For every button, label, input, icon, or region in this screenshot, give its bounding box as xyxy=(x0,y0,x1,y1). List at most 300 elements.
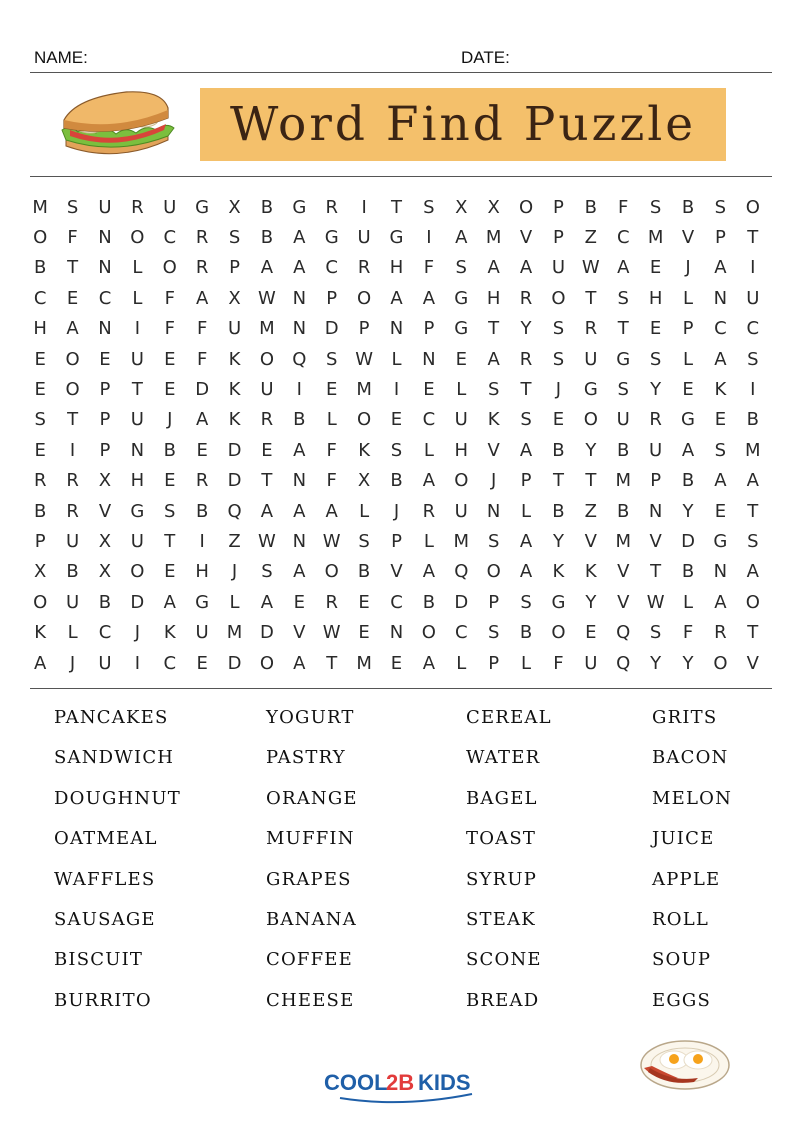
grid-letter: C xyxy=(33,287,47,309)
grid-letter: W xyxy=(322,530,341,552)
grid-letter: S xyxy=(747,530,759,552)
grid-letter: O xyxy=(357,409,372,431)
grid-letter: I xyxy=(361,196,367,218)
word-item: GRAPES xyxy=(266,868,352,890)
cool2bkids-logo xyxy=(322,1064,486,1106)
grid-letter: S xyxy=(747,348,759,370)
grid-letter: B xyxy=(357,561,371,583)
grid-letter: T xyxy=(67,257,79,279)
grid-row xyxy=(24,648,786,678)
grid-letter: E xyxy=(261,439,273,461)
grid-letter: G xyxy=(389,227,404,249)
grid-letter: L xyxy=(67,622,78,644)
grid-letter: G xyxy=(292,196,307,218)
grid-letter: R xyxy=(584,318,598,340)
word-column xyxy=(266,704,358,1027)
grid-letter: K xyxy=(228,348,241,370)
grid-letter: E xyxy=(196,652,208,674)
grid-letter: V xyxy=(519,227,533,249)
letter-grid xyxy=(24,192,786,678)
grid-letter: W xyxy=(258,287,276,309)
grid-letter: G xyxy=(583,379,598,401)
svg-text:KIDS: KIDS xyxy=(418,1070,471,1095)
grid-letter: E xyxy=(358,622,370,644)
grid-letter: O xyxy=(130,227,145,249)
grid-letter: E xyxy=(390,409,403,431)
grid-letter: U xyxy=(616,409,630,431)
grid-letter: M xyxy=(485,227,502,249)
grid-letter: A xyxy=(681,439,695,461)
grid-letter: P xyxy=(34,530,46,552)
grid-letter: L xyxy=(359,500,370,522)
grid-letter: R xyxy=(357,257,371,279)
grid-letter: S xyxy=(66,196,79,218)
grid-letter: C xyxy=(163,227,177,249)
grid-letter: U xyxy=(65,591,80,613)
grid-letter: U xyxy=(227,318,242,340)
grid-letter: T xyxy=(585,287,597,309)
word-item: ORANGE xyxy=(266,787,358,809)
word-item: BANANA xyxy=(266,908,357,930)
grid-letter: B xyxy=(34,500,47,522)
word-item: JUICE xyxy=(652,828,715,850)
grid-letter: V xyxy=(98,500,112,522)
grid-letter: O xyxy=(486,561,501,583)
name-label: NAME: xyxy=(34,48,88,67)
grid-letter: A xyxy=(714,348,727,370)
grid-letter: R xyxy=(325,591,338,613)
grid-letter: E xyxy=(455,348,467,370)
grid-letter: J xyxy=(231,561,238,583)
grid-letter: A xyxy=(519,530,533,552)
grid-letter: T xyxy=(326,652,338,674)
grid-letter: S xyxy=(487,622,500,644)
word-item: ROLL xyxy=(652,908,710,930)
fried-egg-plate-illustration xyxy=(638,1038,732,1092)
grid-letter: N xyxy=(98,227,112,249)
grid-letter: C xyxy=(390,591,403,613)
grid-letter: I xyxy=(69,439,76,461)
grid-letter: A xyxy=(260,500,274,522)
grid-letter: O xyxy=(130,561,145,583)
grid-letter: T xyxy=(261,470,273,492)
grid-letter: E xyxy=(196,439,208,461)
grid-letter: X xyxy=(98,530,112,552)
header-divider xyxy=(30,72,772,73)
grid-row xyxy=(24,344,786,374)
word-item: BACON xyxy=(652,747,729,769)
grid-letter: I xyxy=(393,379,400,401)
grid-letter: M xyxy=(615,530,631,552)
grid-letter: O xyxy=(454,470,469,492)
word-item: GRITS xyxy=(652,707,718,728)
grid-letter: Q xyxy=(227,500,242,522)
grid-letter: S xyxy=(358,530,370,552)
word-item: WATER xyxy=(466,747,541,769)
grid-letter: C xyxy=(454,622,468,644)
grid-letter: J xyxy=(134,622,141,644)
grid-letter: G xyxy=(195,591,210,613)
grid-letter: L xyxy=(423,530,434,552)
grid-letter: M xyxy=(32,196,48,218)
grid-letter: P xyxy=(714,227,726,249)
grid-letter: S xyxy=(617,287,629,309)
grid-letter: E xyxy=(390,652,403,674)
grid-letter: X xyxy=(98,470,112,492)
grid-letter: D xyxy=(454,591,469,613)
grid-letter: A xyxy=(195,409,209,431)
sandwich-illustration xyxy=(56,86,178,166)
grid-letter: U xyxy=(551,257,566,279)
word-item: BISCUIT xyxy=(54,949,144,971)
grid-letter: D xyxy=(227,439,242,461)
grid-letter: G xyxy=(130,500,145,522)
grid-letter: A xyxy=(422,652,436,674)
grid-letter: C xyxy=(422,409,436,431)
grid-letter: S xyxy=(390,439,403,461)
grid-letter: A xyxy=(260,257,274,279)
grid-letter: M xyxy=(259,318,275,340)
grid-letter: A xyxy=(195,287,209,309)
word-item: SANDWICH xyxy=(54,747,175,769)
grid-letter: L xyxy=(682,348,694,370)
grid-letter: C xyxy=(746,318,760,340)
grid-letter: R xyxy=(649,409,662,431)
grid-row xyxy=(24,617,786,647)
word-item: CEREAL xyxy=(466,707,552,728)
grid-letter: A xyxy=(519,561,533,583)
grid-letter: M xyxy=(615,470,631,492)
grid-letter: S xyxy=(487,379,500,401)
grid-letter: D xyxy=(324,318,339,340)
grid-letter: B xyxy=(195,500,209,522)
grid-row xyxy=(24,283,786,313)
word-item: SOUP xyxy=(652,949,712,971)
grid-letter: L xyxy=(229,591,240,613)
grid-row xyxy=(24,222,786,252)
grid-letter: A xyxy=(293,652,306,674)
grid-letter: R xyxy=(519,348,533,370)
grid-letter: F xyxy=(326,439,337,461)
grid-letter: E xyxy=(714,409,727,431)
grid-letter: Y xyxy=(682,500,694,522)
grid-letter: O xyxy=(259,652,275,674)
grid-letter: M xyxy=(453,530,470,552)
grid-letter: C xyxy=(98,287,112,309)
word-item: BURRITO xyxy=(54,989,152,1011)
grid-letter: N xyxy=(292,530,307,552)
grid-letter: V xyxy=(584,530,597,552)
grid-letter: P xyxy=(326,287,338,309)
grid-letter: W xyxy=(322,622,341,644)
grid-letter: N xyxy=(292,287,307,309)
grid-letter: C xyxy=(616,227,630,249)
grid-letter: X xyxy=(228,196,241,218)
grid-letter: S xyxy=(649,348,662,370)
grid-letter: W xyxy=(355,348,373,370)
svg-text:COOL: COOL xyxy=(324,1070,388,1095)
grid-letter: F xyxy=(423,257,435,279)
grid-letter: T xyxy=(552,470,564,492)
grid-letter: Z xyxy=(584,227,597,249)
grid-letter: F xyxy=(618,196,629,218)
grid-row xyxy=(24,253,786,283)
grid-letter: I xyxy=(750,257,756,279)
grid-letter: E xyxy=(682,379,694,401)
grid-letter: E xyxy=(293,591,305,613)
grid-letter: N xyxy=(648,500,663,522)
grid-letter: S xyxy=(228,227,241,249)
grid-letter: R xyxy=(33,470,47,492)
grid-letter: A xyxy=(487,257,500,279)
grid-letter: B xyxy=(552,500,565,522)
grid-letter: L xyxy=(682,287,694,309)
grid-letter: O xyxy=(551,622,566,644)
grid-row xyxy=(24,435,786,465)
grid-letter: N xyxy=(713,287,728,309)
grid-letter: U xyxy=(130,409,144,431)
grid-letter: C xyxy=(714,318,727,340)
grid-letter: Q xyxy=(454,561,469,583)
word-item: PANCAKES xyxy=(54,707,169,728)
grid-letter: T xyxy=(164,530,176,552)
grid-letter: V xyxy=(487,439,500,461)
grid-letter: S xyxy=(649,622,662,644)
grid-letter: N xyxy=(422,348,436,370)
word-item: OATMEAL xyxy=(54,828,158,850)
grid-row xyxy=(24,374,786,404)
grid-letter: Q xyxy=(616,622,631,644)
grid-letter: C xyxy=(98,622,112,644)
grid-letter: L xyxy=(682,591,694,613)
grid-letter: H xyxy=(454,439,469,461)
grid-letter: P xyxy=(488,652,500,674)
grid-letter: T xyxy=(390,196,402,218)
grid-row xyxy=(24,526,786,556)
word-item: WAFFLES xyxy=(54,868,156,890)
word-item: EGGS xyxy=(652,989,712,1011)
word-item: SCONE xyxy=(466,949,542,971)
grid-letter: T xyxy=(131,379,143,401)
grid-letter: M xyxy=(356,652,372,674)
grid-letter: Y xyxy=(650,652,662,674)
grid-letter: B xyxy=(163,439,176,461)
grid-letter: A xyxy=(422,287,436,309)
grid-letter: H xyxy=(130,470,145,492)
grid-letter: S xyxy=(552,318,565,340)
grid-letter: E xyxy=(34,348,46,370)
grid-row xyxy=(24,192,786,222)
grid-letter: S xyxy=(520,591,532,613)
grid-letter: P xyxy=(553,196,564,218)
grid-letter: R xyxy=(325,196,338,218)
grid-letter: O xyxy=(713,652,728,674)
grid-letter: D xyxy=(259,622,274,644)
grid-letter: B xyxy=(681,470,695,492)
grid-letter: M xyxy=(745,439,761,461)
grid-letter: E xyxy=(585,622,597,644)
grid-letter: N xyxy=(713,561,728,583)
grid-letter: J xyxy=(555,379,562,401)
grid-letter: B xyxy=(617,439,630,461)
grid-letter: X xyxy=(98,561,112,583)
word-item: MUFFIN xyxy=(266,828,355,850)
grid-letter: A xyxy=(422,470,436,492)
grid-letter: O xyxy=(33,227,48,249)
grid-letter: U xyxy=(357,227,371,249)
grid-letter: Z xyxy=(584,500,597,522)
word-item: YOGURT xyxy=(266,707,355,728)
grid-letter: L xyxy=(456,379,467,401)
grid-letter: S xyxy=(649,196,662,218)
grid-letter: A xyxy=(422,561,436,583)
grid-letter: V xyxy=(293,622,306,644)
word-item: TOAST xyxy=(466,828,537,850)
grid-letter: F xyxy=(164,318,175,340)
word-item: COFFEE xyxy=(266,949,353,971)
grid-letter: A xyxy=(617,257,630,279)
svg-text:2B: 2B xyxy=(386,1070,415,1095)
word-item: SYRUP xyxy=(466,868,538,890)
grid-letter: V xyxy=(617,591,630,613)
grid-letter: A xyxy=(746,561,759,583)
grid-letter: A xyxy=(455,227,468,249)
grid-letter: A xyxy=(66,318,79,340)
grid-letter: T xyxy=(67,409,79,431)
grid-letter: G xyxy=(681,409,695,431)
grid-letter: A xyxy=(293,500,306,522)
grid-letter: Z xyxy=(228,530,241,552)
grid-letter: G xyxy=(454,318,469,340)
grid-letter: Q xyxy=(292,348,307,370)
grid-letter: E xyxy=(552,409,565,431)
grid-letter: S xyxy=(617,379,629,401)
grid-letter: Y xyxy=(585,439,597,461)
grid-letter: U xyxy=(649,439,663,461)
grid-letter: H xyxy=(389,257,404,279)
grid-letter: N xyxy=(389,622,404,644)
grid-letter: S xyxy=(487,530,500,552)
grid-letter: U xyxy=(163,196,177,218)
grid-letter: S xyxy=(34,409,46,431)
grid-letter: J xyxy=(491,470,497,492)
grid-letter: B xyxy=(681,196,695,218)
grid-letter: U xyxy=(130,348,144,370)
grid-letter: E xyxy=(66,287,79,309)
grid-letter: P xyxy=(682,318,694,340)
grid-letter: S xyxy=(455,257,467,279)
grid-letter: O xyxy=(421,622,436,644)
grid-letter: B xyxy=(34,257,47,279)
grid-letter: S xyxy=(325,348,338,370)
grid-letter: R xyxy=(714,622,727,644)
grid-letter: T xyxy=(650,561,662,583)
grid-letter: S xyxy=(520,409,532,431)
title-divider xyxy=(30,176,772,177)
grid-letter: X xyxy=(455,196,468,218)
grid-letter: L xyxy=(423,439,434,461)
grid-letter: A xyxy=(260,591,274,613)
grid-letter: B xyxy=(746,409,759,431)
grid-letter: U xyxy=(584,348,598,370)
grid-letter: B xyxy=(98,591,112,613)
grid-letter: B xyxy=(260,227,274,249)
word-item: PASTRY xyxy=(266,747,346,769)
grid-letter: M xyxy=(647,227,664,249)
grid-letter: B xyxy=(617,500,630,522)
grid-letter: K xyxy=(714,379,727,401)
grid-letter: I xyxy=(134,652,141,674)
grid-letter: P xyxy=(229,257,240,279)
grid-letter: B xyxy=(584,196,598,218)
grid-letter: A xyxy=(293,439,306,461)
grid-letter: C xyxy=(163,652,177,674)
grid-letter: O xyxy=(745,591,760,613)
grid-letter: N xyxy=(389,318,404,340)
grid-letter: D xyxy=(227,470,242,492)
grid-letter: V xyxy=(681,227,695,249)
grid-letter: N xyxy=(98,318,112,340)
grid-letter: M xyxy=(356,379,372,401)
grid-letter: F xyxy=(326,470,337,492)
grid-letter: S xyxy=(261,561,273,583)
word-column xyxy=(54,704,181,1027)
word-item: MELON xyxy=(652,787,733,809)
date-label: DATE: xyxy=(461,48,510,67)
grid-letter: A xyxy=(487,348,500,370)
grid-letter: E xyxy=(164,470,176,492)
grid-letter: A xyxy=(714,470,727,492)
grid-letter: F xyxy=(67,227,78,249)
grid-letter: U xyxy=(454,500,468,522)
grid-letter: O xyxy=(162,257,177,279)
grid-letter: S xyxy=(164,500,176,522)
grid-letter: P xyxy=(488,591,500,613)
grid-letter: E xyxy=(358,591,370,613)
grid-letter: M xyxy=(226,622,243,644)
grid-letter: A xyxy=(390,287,403,309)
grid-row xyxy=(24,405,786,435)
grid-letter: X xyxy=(228,287,241,309)
grid-letter: P xyxy=(99,409,111,431)
grid-letter: U xyxy=(65,530,80,552)
grid-letter: S xyxy=(714,439,727,461)
grid-letter: A xyxy=(746,470,759,492)
grid-letter: J xyxy=(69,652,76,674)
word-item: APPLE xyxy=(652,868,721,890)
grid-letter: G xyxy=(195,196,210,218)
grid-letter: N xyxy=(130,439,145,461)
grid-letter: W xyxy=(646,591,665,613)
grid-letter: H xyxy=(195,561,209,583)
grid-letter: T xyxy=(585,470,597,492)
grid-letter: G xyxy=(551,591,566,613)
grid-letter: I xyxy=(134,318,141,340)
word-column xyxy=(652,704,732,1027)
grid-divider xyxy=(30,688,772,689)
title-banner xyxy=(200,88,726,161)
grid-letter: A xyxy=(293,257,306,279)
grid-letter: V xyxy=(390,561,403,583)
grid-letter: H xyxy=(486,287,501,309)
grid-letter: W xyxy=(258,530,276,552)
grid-letter: K xyxy=(228,379,241,401)
grid-letter: H xyxy=(33,318,47,340)
grid-letter: K xyxy=(228,409,241,431)
grid-letter: E xyxy=(649,257,662,279)
grid-letter: P xyxy=(650,470,662,492)
grid-letter: R xyxy=(131,196,144,218)
